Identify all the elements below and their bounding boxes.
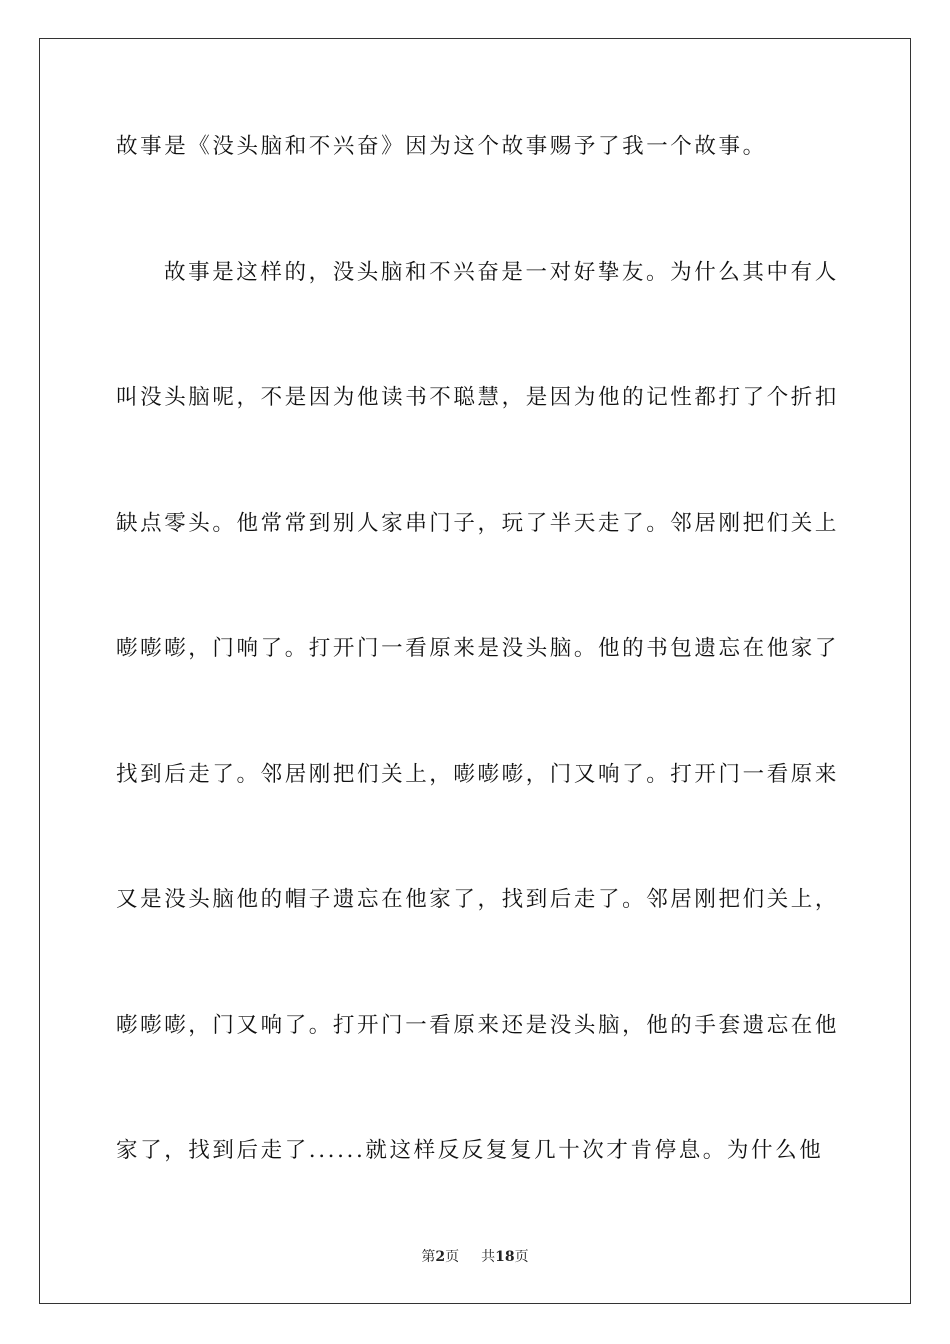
page-footer (0, 1246, 950, 1266)
text-line: 故事是《没头脑和不兴奋》因为这个故事赐予了我一个故事。 (116, 134, 767, 159)
page-suffix: 页 (445, 1249, 460, 1265)
document-body (116, 124, 840, 1254)
text-line: 缺点零头。他常常到别人家串门子，玩了半天走了。邻居刚把们关上 (116, 510, 840, 536)
page-number: 2 (435, 1249, 446, 1265)
text-line: 嘭嘭嘭，门响了。打开门一看原来是没头脑。他的书包遗忘在他家了 (116, 636, 840, 661)
text-line: 故事是这样的，没头脑和不兴奋是一对好挚友。为什么其中有人 (164, 259, 839, 285)
text-line: 叫没头脑呢，不是因为他读书不聪慧，是因为他的记性都打了个折扣 (116, 385, 840, 410)
total-prefix: 共 (481, 1249, 496, 1265)
text-line: 找到后走了。邻居刚把们关上，嘭嘭嘭，门又响了。打开门一看原来 (116, 761, 840, 787)
total-pages: 18 (495, 1249, 515, 1265)
text-line: 又是没头脑他的帽子遗忘在他家了，找到后走了。邻居刚把们关上， (116, 887, 840, 912)
text-line: 家了，找到后走了......就这样反反复复几十次才肯停息。为什么他 (116, 1138, 824, 1163)
text-line: 嘭嘭嘭，门又响了。打开门一看原来还是没头脑，他的手套遗忘在他 (116, 1012, 840, 1038)
total-suffix: 页 (514, 1249, 529, 1265)
page-prefix: 第 (421, 1249, 436, 1265)
